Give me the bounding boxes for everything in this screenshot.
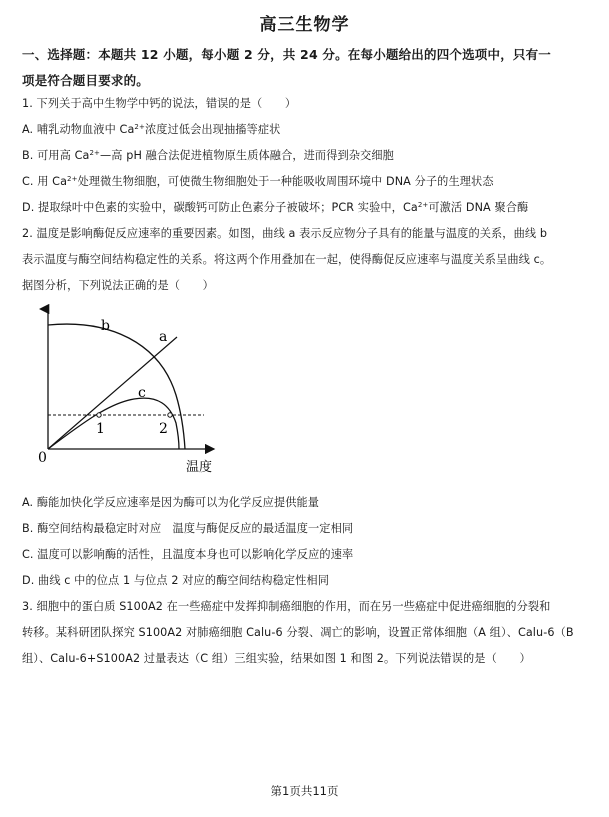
label-c: c [138,385,146,401]
q2-stem-line1: 2. 温度是影响酶促反应速率的重要因素。如图，曲线 a 表示反应物分子具有的能量与温度的关系，曲线 b [22,227,548,240]
enzyme-temperature-figure [30,303,230,483]
q1-option-b: B. 可用高 $Ca^{2+}—$高 pH 融合法促进植物原生质体融合，进而得到杂交细胞 [22,149,394,162]
label-a: a [159,329,168,345]
q3-stem-line2: 转移。某科研团队探究 S100A2 对肺癌细胞 Calu-6 分裂、凋亡的影响，设置正常体细胞（A 组）、Calu-6（B [22,626,574,639]
q1-option-a: A. 哺乳动物血液中 $Ca^{2+}$浓度过低会出现抽搐等症状 [22,123,281,136]
q1-option-c: C. 用 $Ca^{2+}$处理微生物细胞，可使微生物细胞处于一种能吸收周围环境中 DNA 分子的生理状态 [22,175,494,188]
q2-option-c: C. 温度可以影响酶的活性，且温度本身也可以影响化学反应的速率 [22,548,354,561]
section-heading-line1: 一、选择题：本题共 12 小题，每小题 2 分，共 24 分。在每小题给出的四个选项中，只有一 [22,47,551,62]
q3-stem-line1: 3. 细胞中的蛋白质 S100A2 在一些癌症中发挥抑制癌细胞的作用，而在另一些癌症中促进癌细胞的分裂和 [22,600,551,613]
page-number-footer: 第1页共11页 [270,784,339,798]
label-origin: 0 [38,450,47,466]
x-axis-label: 温度 [186,460,213,475]
section-heading-line2: 项是符合题目要求的。 [22,73,150,88]
q2-stem-line3: 据图分析，下列说法正确的是（ ） [22,279,214,292]
label-point-2: 2 [159,421,168,437]
curve-a [48,337,177,449]
q3-stem-line3: 组）、Calu-6+S100A2 过量表达（C 组）三组实验，结果如图 1 和图 2。下列说法错误的是（ ） [22,652,531,665]
q2-option-b: B. 酶空间结构最稳定时对应 温度与酶促反应的最适温度一定相同 [22,522,354,535]
q2-stem-line2: 表示温度与酶空间结构稳定性的关系。将这两个作用叠加在一起，使得酶促反应速率与温度关系呈曲线 c。 [22,253,552,266]
point-1-marker [97,413,101,417]
label-b: b [101,318,110,334]
q2-option-a: A. 酶能加快化学反应速率是因为酶可以为化学反应提供能量 [22,496,320,509]
label-point-1: 1 [96,421,105,437]
q1-stem: 1. 下列关于高中生物学中钙的说法，错误的是（ ） [22,97,297,110]
q1-option-d: D. 提取绿叶中色素的实验中，碳酸钙可防止色素分子被破坏；PCR 实验中，$Ca^{2+}$可激活 DNA 聚合酶 [22,201,529,214]
q2-option-d: D. 曲线 c 中的位点 1 与位点 2 对应的酶空间结构稳定性相同 [22,574,329,587]
point-2-marker [168,413,172,417]
page-title: 高三生物学 [259,15,350,35]
